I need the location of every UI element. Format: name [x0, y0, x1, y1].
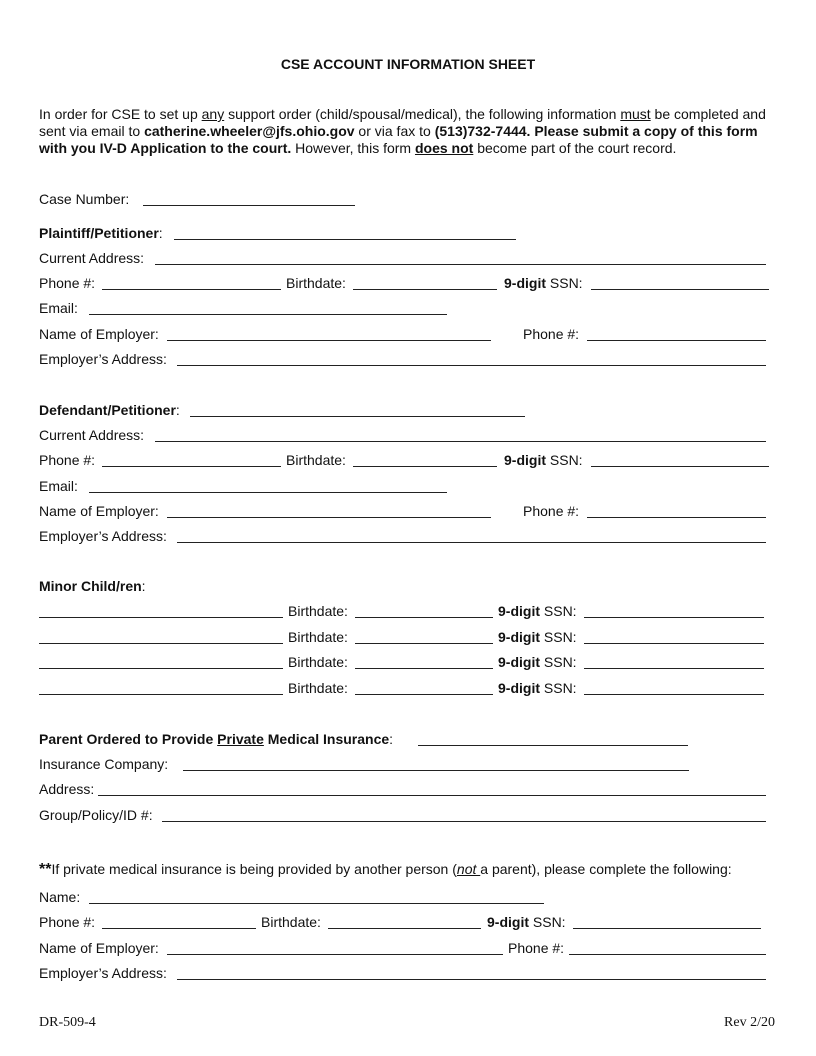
- ssn-label: [487, 913, 566, 931]
- plaintiff-birthdate-field[interactable]: [353, 289, 497, 290]
- current-address-label: Current Address:: [39, 427, 145, 443]
- colon: :: [141, 578, 146, 594]
- ssn-label: [498, 679, 577, 697]
- nine-digit: 9-digit: [504, 452, 546, 468]
- address-label: Address:: [39, 781, 95, 797]
- other-birthdate-field[interactable]: [328, 928, 481, 929]
- plaintiff-employer-address-field[interactable]: [177, 365, 766, 366]
- insurance-company-field[interactable]: [183, 770, 689, 771]
- child-ssn-field[interactable]: [584, 694, 764, 695]
- birthdate-label: Birthdate:: [286, 275, 346, 291]
- employer-label: Name of Employer:: [39, 503, 159, 519]
- heading-text: Parent Ordered to Provide: [39, 731, 218, 747]
- intro-text: become part of the court record.: [473, 140, 677, 156]
- case-number-label: Case Number:: [39, 191, 130, 207]
- intro-paragraph: [39, 106, 779, 157]
- nine-digit: 9-digit: [498, 654, 540, 670]
- contact-email: catherine.wheeler@jfs.ohio.gov: [144, 123, 355, 139]
- child-name-field[interactable]: [39, 643, 283, 644]
- birthdate-label: Birthdate:: [286, 452, 346, 468]
- ssn: SSN:: [540, 603, 577, 619]
- plaintiff-ssn-field[interactable]: [591, 289, 769, 290]
- child-ssn-field[interactable]: [584, 643, 764, 644]
- defendant-ssn-field[interactable]: [591, 466, 769, 467]
- note-text: a parent), please complete the following:: [480, 861, 732, 877]
- ssn: SSN:: [540, 680, 577, 696]
- case-number-field[interactable]: [143, 205, 355, 206]
- child-name-field[interactable]: [39, 694, 283, 695]
- employer-address-label: Employer’s Address:: [39, 351, 167, 367]
- ssn-label: [504, 451, 583, 469]
- group-policy-label: Group/Policy/ID #:: [39, 807, 153, 823]
- defendant-employer-address-field[interactable]: [177, 542, 766, 543]
- ssn-label: [504, 274, 583, 292]
- defendant-name-field[interactable]: [190, 416, 525, 417]
- group-policy-field[interactable]: [162, 821, 766, 822]
- birthdate-label: Birthdate:: [288, 629, 348, 645]
- page-title: CSE ACCOUNT INFORMATION SHEET: [280, 56, 536, 72]
- plaintiff-employer-field[interactable]: [167, 340, 491, 341]
- defendant-address-field[interactable]: [155, 441, 766, 442]
- heading-private: Private: [217, 731, 264, 747]
- birthdate-label: Birthdate:: [261, 914, 321, 930]
- nine-digit: 9-digit: [498, 680, 540, 696]
- child-ssn-field[interactable]: [584, 617, 764, 618]
- intro-any: any: [201, 106, 225, 122]
- other-person-note: [39, 860, 732, 879]
- birthdate-label: Birthdate:: [288, 603, 348, 619]
- birthdate-label: Birthdate:: [288, 680, 348, 696]
- nine-digit: 9-digit: [498, 629, 540, 645]
- other-name-field[interactable]: [89, 903, 544, 904]
- defendant-label: Defendant/Petitioner: [39, 402, 176, 418]
- defendant-phone-field[interactable]: [102, 466, 281, 467]
- medical-insurance-heading: [39, 730, 393, 748]
- current-address-label: Current Address:: [39, 250, 145, 266]
- employer-phone-label: Phone #:: [523, 503, 580, 519]
- child-birthdate-field[interactable]: [355, 694, 493, 695]
- note-stars: **: [39, 861, 52, 878]
- note-text: If private medical insurance is being provided by another person (: [51, 861, 457, 877]
- intro-text: However, this form: [291, 140, 415, 156]
- insurance-address-field[interactable]: [98, 795, 766, 796]
- revision: Rev 2/20: [724, 1015, 775, 1030]
- other-employer-phone-field[interactable]: [569, 954, 766, 955]
- ssn-label: [498, 602, 577, 620]
- insurance-company-label: Insurance Company:: [39, 756, 169, 772]
- insuring-parent-field[interactable]: [418, 745, 688, 746]
- ssn: SSN:: [546, 275, 583, 291]
- note-not: not: [456, 861, 481, 877]
- employer-address-label: Employer’s Address:: [39, 965, 167, 981]
- nine-digit: 9-digit: [487, 914, 529, 930]
- employer-address-label: Employer’s Address:: [39, 528, 167, 544]
- defendant-email-field[interactable]: [89, 492, 447, 493]
- intro-text: be completed and sent via email to: [39, 106, 766, 139]
- child-birthdate-field[interactable]: [355, 668, 493, 669]
- colon: :: [389, 731, 394, 747]
- colon: :: [175, 402, 180, 418]
- colon: :: [158, 225, 163, 241]
- ssn: SSN:: [540, 654, 577, 670]
- ssn: SSN:: [529, 914, 566, 930]
- minor-children-heading: [39, 577, 146, 595]
- name-label: Name:: [39, 889, 81, 905]
- other-phone-field[interactable]: [102, 928, 256, 929]
- employer-label: Name of Employer:: [39, 326, 159, 342]
- plaintiff-employer-phone-field[interactable]: [587, 340, 766, 341]
- ssn-label: [498, 628, 577, 646]
- defendant-employer-field[interactable]: [167, 517, 491, 518]
- email-label: Email:: [39, 478, 78, 494]
- defendant-birthdate-field[interactable]: [353, 466, 497, 467]
- ssn: SSN:: [546, 452, 583, 468]
- nine-digit: 9-digit: [504, 275, 546, 291]
- intro-text: In order for CSE to set up: [39, 106, 202, 122]
- child-name-field[interactable]: [39, 617, 283, 618]
- ssn: SSN:: [540, 629, 577, 645]
- other-employer-address-field[interactable]: [177, 979, 766, 980]
- defendant-employer-phone-field[interactable]: [587, 517, 766, 518]
- employer-label: Name of Employer:: [39, 940, 159, 956]
- plaintiff-address-field[interactable]: [155, 264, 766, 265]
- heading-text: Medical Insurance: [263, 731, 390, 747]
- plaintiff-phone-field[interactable]: [102, 289, 281, 290]
- defendant-heading: [39, 401, 180, 419]
- plaintiff-label: Plaintiff/Petitioner: [39, 225, 159, 241]
- nine-digit: 9-digit: [498, 603, 540, 619]
- child-birthdate-field[interactable]: [355, 643, 493, 644]
- ssn-label: [498, 653, 577, 671]
- other-employer-field[interactable]: [167, 954, 503, 955]
- child-birthdate-field[interactable]: [355, 617, 493, 618]
- plaintiff-name-field[interactable]: [174, 239, 516, 240]
- minor-children-label: Minor Child/ren: [39, 578, 142, 594]
- phone-label: Phone #:: [39, 914, 96, 930]
- intro-must: must: [620, 106, 651, 122]
- fax-and-instructions: (513)732-7444. Please submit a copy of this form with you IV-D Application to the court.: [39, 123, 758, 156]
- plaintiff-email-field[interactable]: [89, 314, 447, 315]
- email-label: Email:: [39, 300, 78, 316]
- employer-phone-label: Phone #:: [508, 940, 565, 956]
- birthdate-label: Birthdate:: [288, 654, 348, 670]
- form-id: DR-509-4: [39, 1015, 96, 1030]
- phone-label: Phone #:: [39, 452, 96, 468]
- intro-does-not: does not: [414, 140, 474, 156]
- child-ssn-field[interactable]: [584, 668, 764, 669]
- phone-label: Phone #:: [39, 275, 96, 291]
- intro-text: or via fax to: [354, 123, 435, 139]
- other-ssn-field[interactable]: [573, 928, 761, 929]
- employer-phone-label: Phone #:: [523, 326, 580, 342]
- intro-text: support order (child/spousal/medical), the following information: [224, 106, 621, 122]
- plaintiff-heading: [39, 224, 163, 242]
- child-name-field[interactable]: [39, 668, 283, 669]
